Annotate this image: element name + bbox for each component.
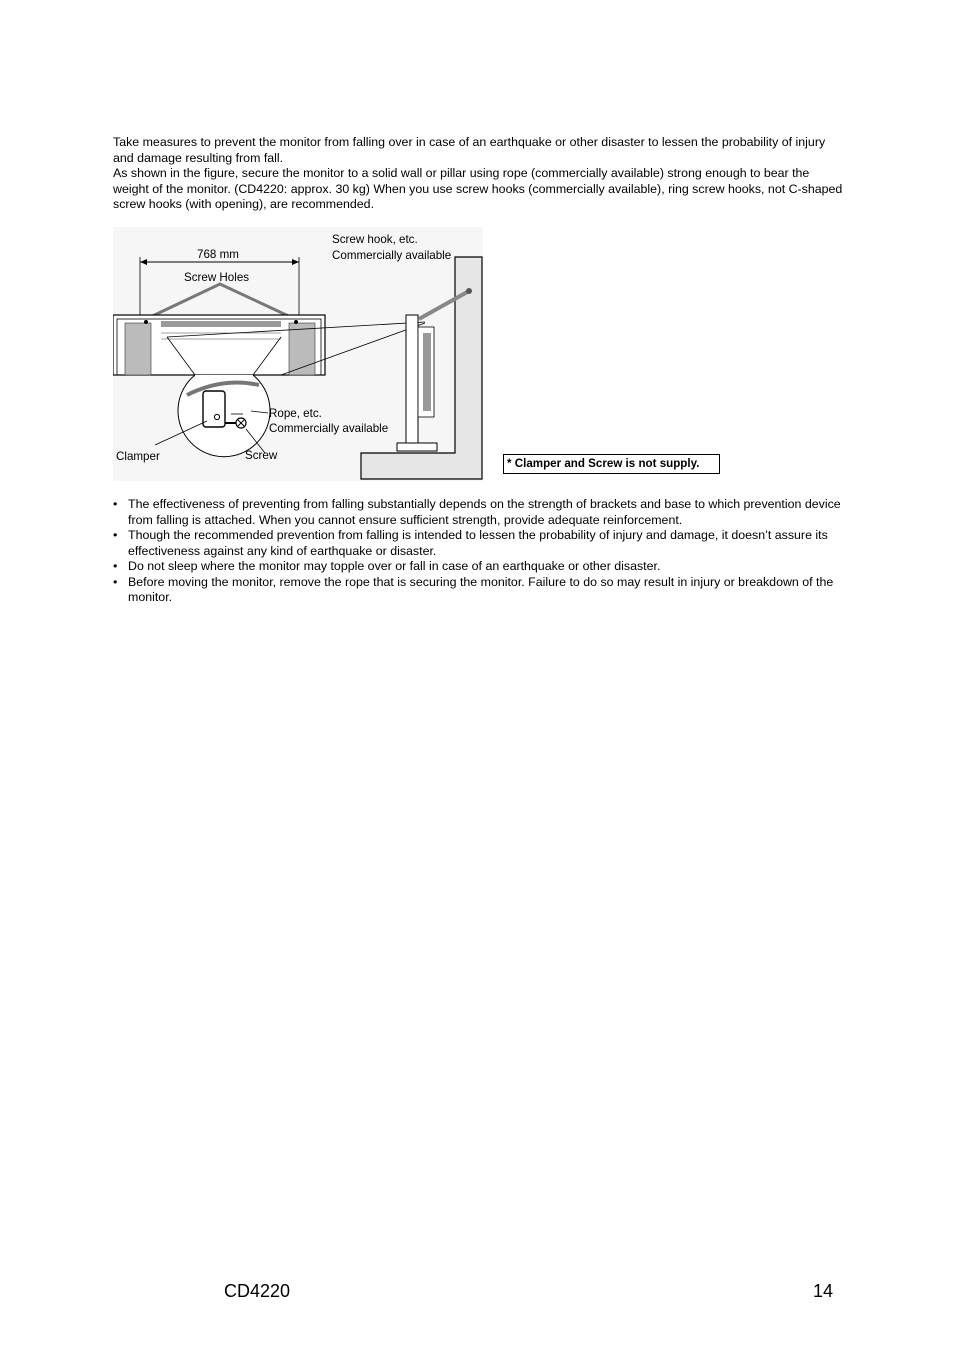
screw-hook-shape xyxy=(466,288,472,294)
list-item xyxy=(113,497,848,528)
bullet-marker: • xyxy=(113,574,118,589)
intro-text xyxy=(113,135,848,213)
clamper-label: Clamper xyxy=(116,450,160,463)
figure-illustration xyxy=(113,227,483,481)
screw-hole-right xyxy=(294,320,298,324)
caution-bullet-list xyxy=(113,497,848,606)
list-item xyxy=(113,575,848,606)
footer-model-name: CD4220 xyxy=(224,1281,291,1301)
monitor-vent-left xyxy=(125,323,151,375)
monitor-top-vent xyxy=(161,321,281,327)
bullet-text: Before moving the monitor, remove the rope that is securing the monitor. Failure to do so may result in injury or breakdown of the monitor. xyxy=(128,574,834,604)
bullet-marker: • xyxy=(113,497,118,511)
screw-holes-label: Screw Holes xyxy=(184,271,250,284)
bullet-marker: • xyxy=(113,559,118,573)
bullet-marker: • xyxy=(113,528,118,542)
screw-label: Screw xyxy=(245,449,278,462)
bullet-text: Though the recommended prevention from falling is intended to lessen the probability of injury and damage, it doesn’t assure its effectiveness against any kind of earthquake or disaster. xyxy=(128,528,828,558)
intro-paragraph-1: Take measures to prevent the monitor from falling over in case of an earthquake or other disaster to lessen the probability of injury and damage resulting from fall. xyxy=(113,135,826,165)
list-item xyxy=(113,559,848,575)
rope-label-line2: Commercially available xyxy=(269,422,389,435)
monitor-securing-figure xyxy=(113,227,483,481)
bullet-text: The effectiveness of preventing from falling substantially depends on the strength of brackets and base to which prevention device from falling is attached. When you cannot ensure sufficient strength, provide adequate reinforcement. xyxy=(128,497,841,527)
clamper-screw-note: * Clamper and Screw is not supply. xyxy=(503,454,720,474)
monitor-stand xyxy=(397,443,437,451)
bullet-text: Do not sleep where the monitor may topple over or fall in case of an earthquake or other disaster. xyxy=(128,559,661,573)
list-item xyxy=(113,528,848,559)
dimension-label: 768 mm xyxy=(197,248,239,261)
intro-paragraph-2: As shown in the figure, secure the monitor to a solid wall or pillar using rope (commercially available) strong enough to bear the weight of the monitor. (CD4220: approx. 30 kg) When you use screw hooks (commercially available), ring screw hooks, not C-shaped screw hooks (with opening), are recommended. xyxy=(113,166,843,211)
monitor-side-view xyxy=(406,315,418,443)
rope-label-line1: Rope, etc. xyxy=(269,407,322,420)
footer-page-number: 14 xyxy=(813,1281,834,1301)
screw-hole-left xyxy=(144,320,148,324)
screw-hook-label-line2: Commercially available xyxy=(332,249,452,262)
screw-hook-label-line1: Screw hook, etc. xyxy=(332,233,418,246)
